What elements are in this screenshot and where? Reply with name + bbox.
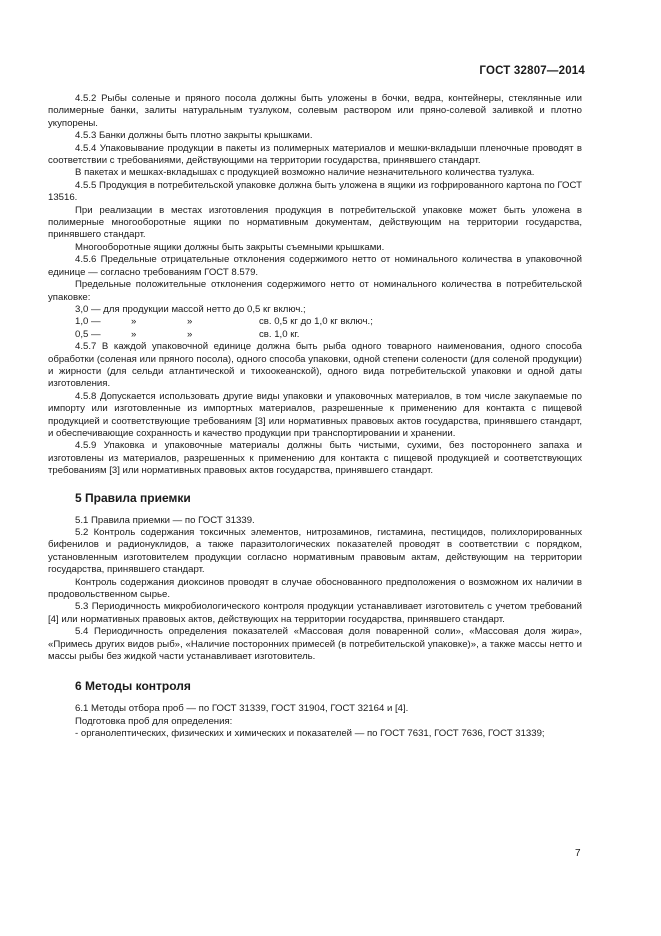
paragraph-dioxins: Контроль содержания диоксинов проводят в случае обоснованного предположения о возможном их наличии в продовольственном сырье.: [48, 576, 582, 601]
ditto-mark: »: [187, 328, 193, 340]
section-6-heading: 6 Методы контроля: [75, 679, 191, 694]
paragraph-5-2: 5.2 Контроль содержания токсичных элементов, нитрозаминов, гистамина, пестицидов, полихлорированных бифенилов и радионуклидов, а также паразитологических показателей проводят в соответствии с порядком, установленным изготовителем продукции согласно нормативным правовым актам, действующим на территории государства, принявшего стандарт.: [48, 527, 582, 576]
page-content: [48, 93, 582, 741]
page-header: ГОСТ 32807—2014: [479, 65, 585, 77]
ditto-mark: »: [131, 316, 137, 328]
paragraph-4-5-5: 4.5.5 Продукция в потребительской упаковке должна быть уложена в ящики из гофрированного картона по ГОСТ 13516.: [48, 179, 582, 204]
tolerance-value: 0,5 —: [75, 328, 101, 340]
ditto-mark: »: [187, 316, 193, 328]
tolerance-row: [48, 329, 582, 341]
tolerance-first-text: 3,0 — для продукции массой нетто до 0,5 кг включ.;: [75, 303, 306, 315]
paragraph-organoleptic: - органолептических, физических и химических и показателей — по ГОСТ 7631, ГОСТ 7636, ГОСТ 31339;: [75, 728, 545, 740]
tolerance-range: св. 1,0 кг.: [259, 328, 300, 340]
tolerance-line-first: [48, 304, 582, 316]
paragraph-6-1: 6.1 Методы отбора проб — по ГОСТ 31339, ГОСТ 31904, ГОСТ 32164 и [4].: [75, 703, 409, 715]
paragraph-positive-deviations: Предельные положительные отклонения содержимого нетто от номинального количества в потребительской упаковке:: [48, 279, 582, 303]
tolerance-range: св. 0,5 кг до 1,0 кг включ.;: [259, 316, 373, 328]
paragraph-5-1: 5.1 Правила приемки — по ГОСТ 31339.: [75, 514, 255, 526]
paragraph-4-5-7: 4.5.7 В каждой упаковочной единице должна быть рыба одного товарного наименования, одного способа обработки (соленая или пряного посола), одного способа упаковки, одной степени солености (для соленой продукции) и жирности (для сельди атлантической и тихоокеанской), одного вида потребительской упаковки и одной даты изготовления.: [48, 341, 582, 390]
page-number: 7: [575, 848, 581, 859]
tolerance-row: [48, 316, 582, 328]
section-5-heading: 5 Правила приемки: [75, 490, 191, 505]
paragraph-4-5-9: 4.5.9 Упаковка и упаковочные материалы должны быть чистыми, сухими, без постороннего запаха и изготовлены из материалов, разрешенных к применению для контакта с пищевой продукцией и соответствующих требованиям [3] или нормативных правовых актов государства, принявшего стандарт.: [48, 440, 582, 477]
paragraph-tuzluk-note: В пакетах и мешках-вкладышах с продукцией возможно наличие незначительного количества тузлука.: [75, 167, 535, 179]
paragraph-4-5-6: 4.5.6 Предельные отрицательные отклонения содержимого нетто от номинального количества в упаковочной единице — согласно требованиям ГОСТ 8.579.: [48, 254, 582, 278]
paragraph-4-5-4: 4.5.4 Упаковывание продукции в пакеты из полимерных материалов и мешки-вкладыши пленочные проводят в соответствии с требованиями, действующими на территории государства, принявшего стандарт.: [48, 142, 582, 167]
paragraph-4-5-3: 4.5.3 Банки должны быть плотно закрыты крышками.: [75, 130, 313, 142]
paragraph-4-5-2: 4.5.2 Рыбы соленые и пряного посола должны быть уложены в бочки, ведра, контейнеры, стеклянные или полимерные банки, залиты натуральным тузлуком, солевым раствором или пряно-солевой заливкой и плотно укупорены.: [48, 93, 582, 129]
paragraph-4-5-8: 4.5.8 Допускается использовать другие виды упаковки и упаковочных материалов, в том числе закупаемые по импорту или изготовленные из импортных материалов, разрешенные к применению для контакта с пищевой продукцией и соответствующие требованиям [3] или нормативных правовых актов государства, принявшего стандарт, и обеспечивающие сохранность и качество продукции при транспортировании и хранении.: [48, 390, 582, 439]
paragraph-5-3: 5.3 Периодичность микробиологического контроля продукции устанавливает изготовитель с учетом требований [4] или нормативных правовых актов, действующих на территории государства, принявшего стандарт.: [48, 601, 582, 625]
paragraph-sample-prep: Подготовка проб для определения:: [75, 715, 233, 727]
ditto-mark: »: [131, 328, 137, 340]
paragraph-reusable-boxes: Многооборотные ящики должны быть закрыты съемными крышками.: [75, 241, 385, 253]
paragraph-realization-note: При реализации в местах изготовления продукция в потребительской упаковке может быть уложена в полимерные многооборотные ящики по нормативным документам, действующим на территории государства, принявшего стандарт.: [48, 204, 582, 241]
tolerance-value: 1,0 —: [75, 316, 101, 328]
paragraph-5-4: 5.4 Периодичность определения показателей «Массовая доля поваренной соли», «Массовая доля жира», «Примесь других видов рыб», «Наличие посторонних примесей (в потребительской упаковке)», а также массы нетто и массы рыбы без жидкой части устанавливает изготовитель.: [48, 626, 582, 663]
